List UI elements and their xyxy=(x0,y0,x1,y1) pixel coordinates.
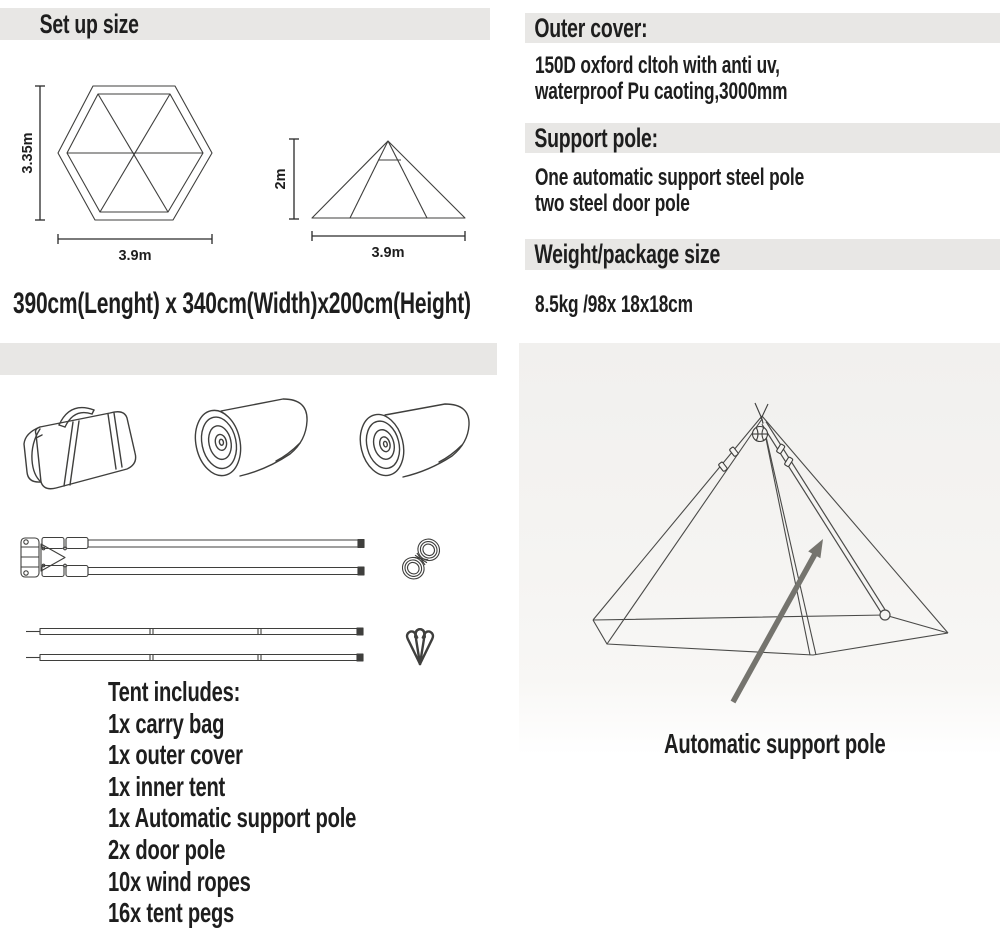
sideview-height-dimension xyxy=(289,139,299,219)
sideview-diagram xyxy=(268,110,503,265)
includes-section-bar xyxy=(0,343,497,375)
outer-cover-header-bar xyxy=(525,13,1000,43)
tent-illustration-panel xyxy=(519,343,1000,755)
includes-title: Tent includes: xyxy=(108,676,241,707)
tent-pole-label: Automatic support pole xyxy=(664,728,886,759)
wind-ropes-figure xyxy=(396,531,446,587)
outer-cover-header-label: Outer cover: xyxy=(534,13,648,43)
includes-item-inner-tent: 1x inner tent xyxy=(108,770,226,802)
overall-dimensions-text: 390cm(Lenght) x 340cm(Width)x200cm(Height) xyxy=(13,287,471,320)
support-pole-header-bar xyxy=(525,123,1000,153)
sideview-height-label: 2m xyxy=(272,168,289,190)
automatic-support-pole-figure xyxy=(10,528,380,586)
hexagon-topview-diagram xyxy=(18,53,253,268)
tent-pegs-figure xyxy=(394,620,446,666)
hexagon-height-dimension xyxy=(35,86,45,220)
support-pole-header-label: Support pole: xyxy=(534,123,658,153)
sideview-width-dimension xyxy=(312,231,465,241)
hexagon-width-label: 3.9m xyxy=(118,248,152,264)
includes-item-carry-bag: 1x carry bag xyxy=(108,707,225,739)
support-pole-line-2: two steel door pole xyxy=(535,190,690,217)
pyramid-tent-figure xyxy=(519,343,1000,755)
hexagon-width-dimension xyxy=(58,234,212,244)
weight-header-bar xyxy=(525,239,1000,270)
includes-list xyxy=(108,676,453,929)
includes-item-support-pole: 1x Automatic support pole xyxy=(108,802,357,834)
door-poles-figure xyxy=(10,616,380,666)
outer-cover-line-2: waterproof Pu caoting,3000mm xyxy=(535,78,788,105)
sideview-width-label: 3.9m xyxy=(371,245,405,261)
rolled-outer-cover-figure xyxy=(188,393,316,485)
hexagon-outline xyxy=(58,86,212,220)
includes-item-wind-ropes: 10x wind ropes xyxy=(108,865,251,897)
setup-header-bar xyxy=(0,8,490,40)
sideview-outline xyxy=(312,141,465,218)
support-pole-line-1: One automatic support steel pole xyxy=(535,164,805,191)
includes-item-outer-cover: 1x outer cover xyxy=(108,739,243,771)
weight-line-1: 8.5kg /98x 18x18cm xyxy=(535,291,693,318)
tent-apex-hardware xyxy=(718,403,793,472)
outer-cover-line-1: 150D oxford cltoh with anti uv, xyxy=(535,52,780,79)
hexagon-height-label: 3.35m xyxy=(19,132,36,174)
pointer-arrow xyxy=(733,539,823,702)
setup-header-label: Set up size xyxy=(39,9,139,39)
weight-header-label: Weight/package size xyxy=(534,239,721,269)
rolled-inner-tent-figure xyxy=(352,398,480,486)
includes-item-door-pole: 2x door pole xyxy=(108,833,226,865)
includes-item-tent-pegs: 16x tent pegs xyxy=(108,897,235,929)
carry-bag-figure xyxy=(12,398,152,490)
